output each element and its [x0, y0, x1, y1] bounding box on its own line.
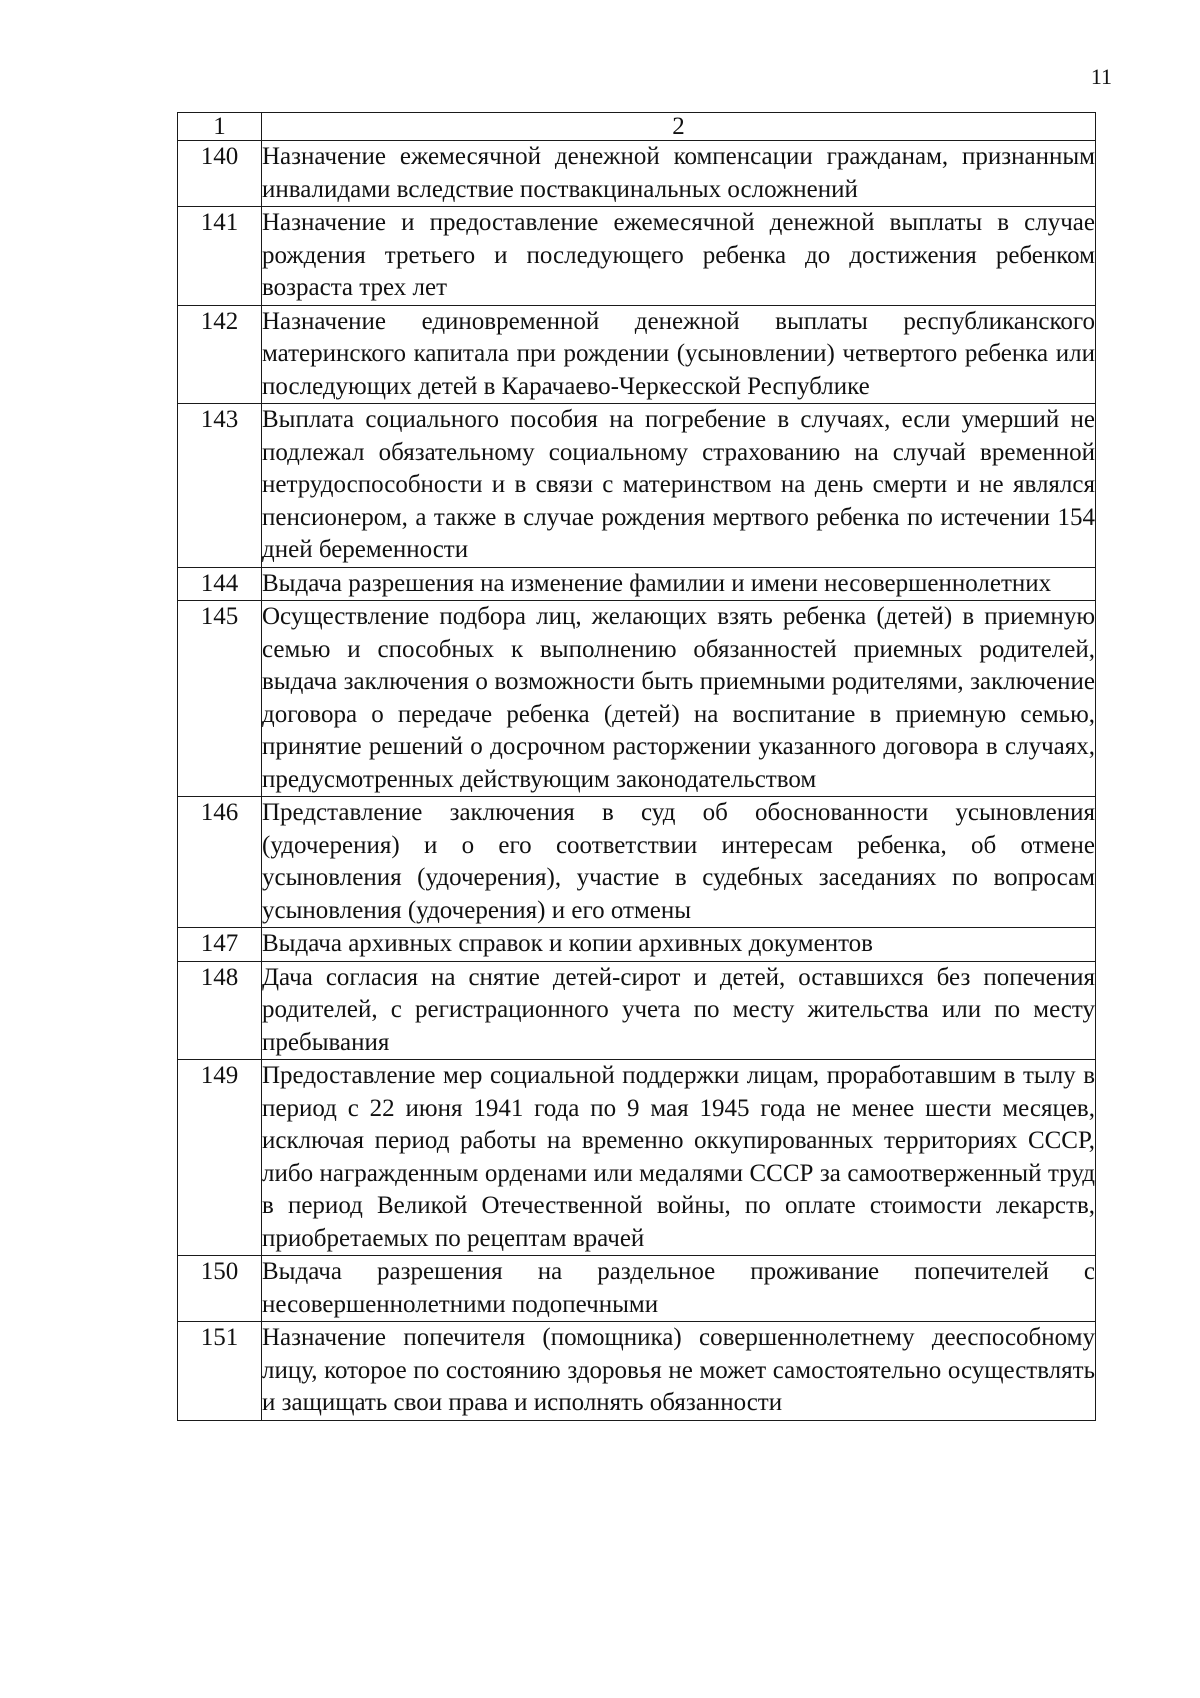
row-number: 148: [178, 961, 262, 1060]
table-row: [178, 928, 1096, 962]
row-number: 151: [178, 1322, 262, 1421]
service-description: Назначение и предоставление ежемесячной денежной выплаты в случае рождения третьего и последующего ребенка до достижения ребенком возраста трех лет: [262, 207, 1096, 306]
table-row: [178, 141, 1096, 207]
row-number: 143: [178, 404, 262, 568]
table-row: [178, 207, 1096, 306]
row-number: 145: [178, 601, 262, 797]
services-table: [177, 112, 1096, 1421]
row-number: 140: [178, 141, 262, 207]
row-number: 146: [178, 797, 262, 928]
page-number: 11: [1090, 64, 1112, 89]
column-header-number: 1: [178, 113, 262, 141]
service-description: Выдача разрешения на изменение фамилии и имени несовершеннолетних: [262, 567, 1096, 601]
row-number: 147: [178, 928, 262, 962]
service-description: Выдача разрешения на раздельное проживание попечителей с несовершеннолетними подопечными: [262, 1256, 1096, 1322]
table-row: [178, 1256, 1096, 1322]
row-number: 141: [178, 207, 262, 306]
service-description: Выплата социального пособия на погребение в случаях, если умерший не подлежал обязательному социальному страхованию на случай временной нетрудоспособности и в связи с материнством на день смерти и не являлся пенсионером, а также в случае рождения мертвого ребенка по истечении 154 дней беременности: [262, 404, 1096, 568]
table-row: [178, 305, 1096, 404]
table-row: [178, 797, 1096, 928]
table-row: [178, 1060, 1096, 1256]
row-number: 149: [178, 1060, 262, 1256]
service-description: Назначение ежемесячной денежной компенсации гражданам, признанным инвалидами вследствие поствакцинальных осложнений: [262, 141, 1096, 207]
table-row: [178, 601, 1096, 797]
service-description: Представление заключения в суд об обоснованности усыновления (удочерения) и о его соответствии интересам ребенка, об отмене усыновления (удочерения), участие в судебных заседаниях по вопросам усыновления (удочерения) и его отмены: [262, 797, 1096, 928]
service-description: Осуществление подбора лиц, желающих взять ребенка (детей) в приемную семью и способных к выполнению обязанностей приемных родителей, выдача заключения о возможности быть приемными родителями, заключение договора о передаче ребенка (детей) на воспитание в приемную семью, принятие решений о досрочном расторжении указанного договора в случаях, предусмотренных действующим законодательством: [262, 601, 1096, 797]
service-description: Назначение попечителя (помощника) совершеннолетнему дееспособному лицу, которое по состоянию здоровья не может самостоятельно осуществлять и защищать свои права и исполнять обязанности: [262, 1322, 1096, 1421]
table-row: [178, 567, 1096, 601]
service-description: Назначение единовременной денежной выплаты республиканского материнского капитала при рождении (усыновлении) четвертого ребенка или последующих детей в Карачаево-Черкесской Республике: [262, 305, 1096, 404]
service-description: Выдача архивных справок и копии архивных документов: [262, 928, 1096, 962]
row-number: 142: [178, 305, 262, 404]
table-row: [178, 961, 1096, 1060]
service-description: Дача согласия на снятие детей-сирот и детей, оставшихся без попечения родителей, с регистрационного учета по месту жительства или по месту пребывания: [262, 961, 1096, 1060]
row-number: 144: [178, 567, 262, 601]
table-row: [178, 1322, 1096, 1421]
table-header-row: [178, 113, 1096, 141]
column-header-service: 2: [262, 113, 1096, 141]
table-row: [178, 404, 1096, 568]
service-description: Предоставление мер социальной поддержки лицам, проработавшим в тылу в период с 22 июня 1941 года по 9 мая 1945 года не менее шести месяцев, исключая период работы на временно оккупированных территориях СССР, либо награжденным орденами или медалями СССР за самоотверженный труд в период Великой Отечественной войны, по оплате стоимости лекарств, приобретаемых по рецептам врачей: [262, 1060, 1096, 1256]
row-number: 150: [178, 1256, 262, 1322]
